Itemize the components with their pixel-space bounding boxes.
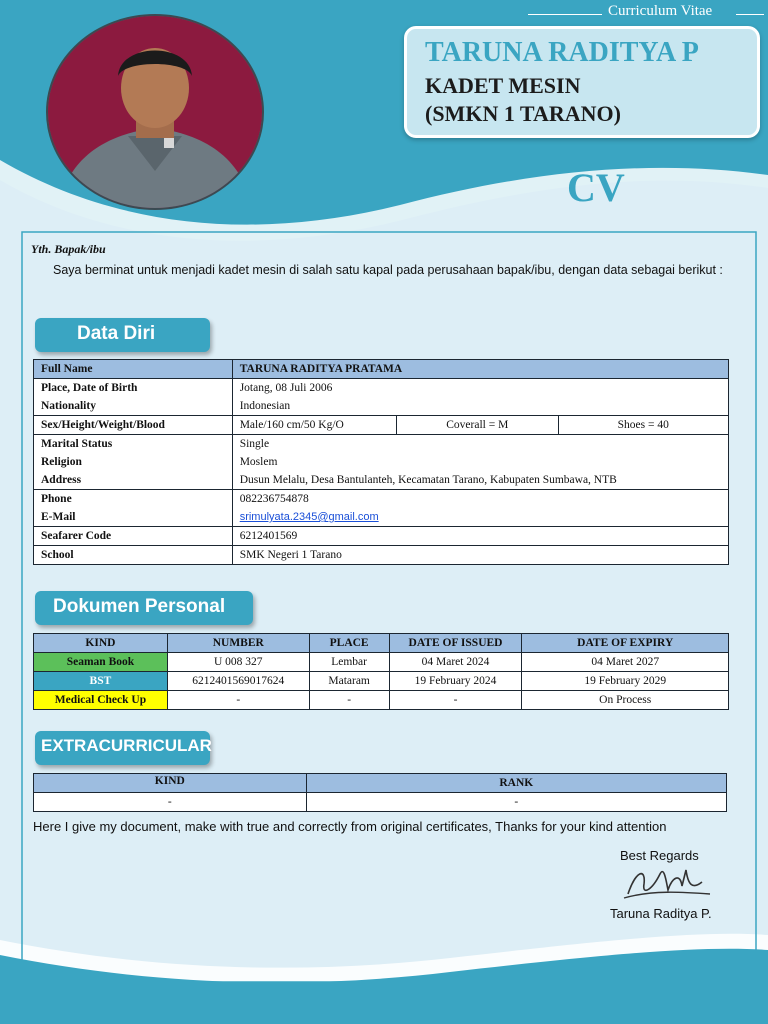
- curriculum-vitae-text: Curriculum Vitae: [608, 3, 713, 19]
- doc-header-issued: DATE OF ISSUED: [389, 634, 522, 653]
- doc-issued: 04 Maret 2024: [389, 653, 522, 672]
- birth-label: Place, Date of Birth: [34, 379, 233, 398]
- section-title-extracurricular: EXTRACURRICULAR: [35, 731, 210, 765]
- doc-header-expiry: DATE OF EXPIRY: [522, 634, 729, 653]
- doc-expiry: 19 February 2029: [522, 672, 729, 691]
- seafarer-value: 6212401569: [232, 527, 728, 546]
- seafarer-label: Seafarer Code: [34, 527, 233, 546]
- marital-label: Marital Status: [34, 435, 233, 454]
- table-row: [34, 691, 729, 710]
- birth-value: Jotang, 08 Juli 2006: [232, 379, 728, 398]
- extra-rank: -: [306, 793, 726, 812]
- doc-number: U 008 327: [167, 653, 309, 672]
- school-value: SMK Negeri 1 Tarano: [232, 546, 728, 565]
- doc-kind: BST: [34, 672, 168, 691]
- doc-header-place: PLACE: [309, 634, 389, 653]
- nationality-label: Nationality: [34, 397, 233, 416]
- candidate-school: (SMKN 1 TARANO): [425, 101, 621, 126]
- email-link[interactable]: srimulyata.2345@gmail.com: [239, 511, 379, 523]
- personal-data-table: [33, 359, 729, 565]
- extracurricular-table: [33, 773, 727, 812]
- extra-header-kind: KIND: [34, 774, 307, 793]
- doc-header-number: NUMBER: [167, 634, 309, 653]
- doc-expiry: On Process: [522, 691, 729, 710]
- religion-value: Moslem: [232, 453, 728, 471]
- name-card: [404, 26, 760, 138]
- marital-value: Single: [232, 435, 728, 454]
- doc-header-kind: KIND: [34, 634, 168, 653]
- email-cell: [232, 508, 728, 527]
- full-name-value: TARUNA RADITYA PRATAMA: [232, 360, 728, 379]
- letter-intro: Saya berminat untuk menjadi kadet mesin di salah satu kapal pada perusahaan bapak/ibu, dengan data sebagai berikut :: [53, 263, 723, 277]
- school-label: School: [34, 546, 233, 565]
- body-value: Male/160 cm/50 Kg/O: [232, 416, 396, 435]
- table-row: [34, 672, 729, 691]
- address-label: Address: [34, 471, 233, 490]
- doc-kind: Seaman Book: [34, 653, 168, 672]
- doc-issued: 19 February 2024: [389, 672, 522, 691]
- extra-header-rank: RANK: [306, 774, 726, 793]
- closing-statement: Here I give my document, make with true and correctly from original certificates, Thanks for your kind attention: [33, 819, 667, 834]
- best-regards: Best Regards: [620, 848, 699, 863]
- religion-label: Religion: [34, 453, 233, 471]
- doc-number: -: [167, 691, 309, 710]
- extra-kind: -: [34, 793, 307, 812]
- table-row: [34, 653, 729, 672]
- section-title-personal: Data Diri: [35, 318, 210, 352]
- signature-icon: [622, 860, 712, 908]
- doc-place: -: [309, 691, 389, 710]
- doc-issued: -: [389, 691, 522, 710]
- doc-number: 6212401569017624: [167, 672, 309, 691]
- curriculum-vitae-label: [528, 3, 764, 23]
- cv-mark: CV: [567, 165, 625, 210]
- nationality-value: Indonesian: [232, 397, 728, 416]
- candidate-position: KADET MESIN: [425, 73, 581, 98]
- documents-table: [33, 633, 729, 710]
- candidate-name: TARUNA RADITYA P: [425, 37, 699, 68]
- letter-greeting: Yth. Bapak/ibu: [31, 242, 106, 256]
- phone-value: 082236754878: [232, 490, 728, 509]
- portrait-image: [48, 16, 262, 208]
- section-title-documents: Dokumen Personal: [35, 591, 253, 625]
- phone-label: Phone: [34, 490, 233, 509]
- address-value: Dusun Melalu, Desa Bantulanteh, Kecamatan Tarano, Kabupaten Sumbawa, NTB: [232, 471, 728, 490]
- doc-kind: Medical Check Up: [34, 691, 168, 710]
- doc-place: Lembar: [309, 653, 389, 672]
- full-name-label: Full Name: [34, 360, 233, 379]
- profile-photo: [46, 14, 264, 210]
- email-label: E-Mail: [34, 508, 233, 527]
- signer-name: Taruna Raditya P.: [610, 906, 712, 921]
- doc-expiry: 04 Maret 2027: [522, 653, 729, 672]
- coverall-value: Coverall = M: [397, 416, 558, 435]
- table-row: [34, 793, 727, 812]
- doc-place: Mataram: [309, 672, 389, 691]
- body-label: Sex/Height/Weight/Blood: [34, 416, 233, 435]
- shoes-value: Shoes = 40: [558, 416, 729, 435]
